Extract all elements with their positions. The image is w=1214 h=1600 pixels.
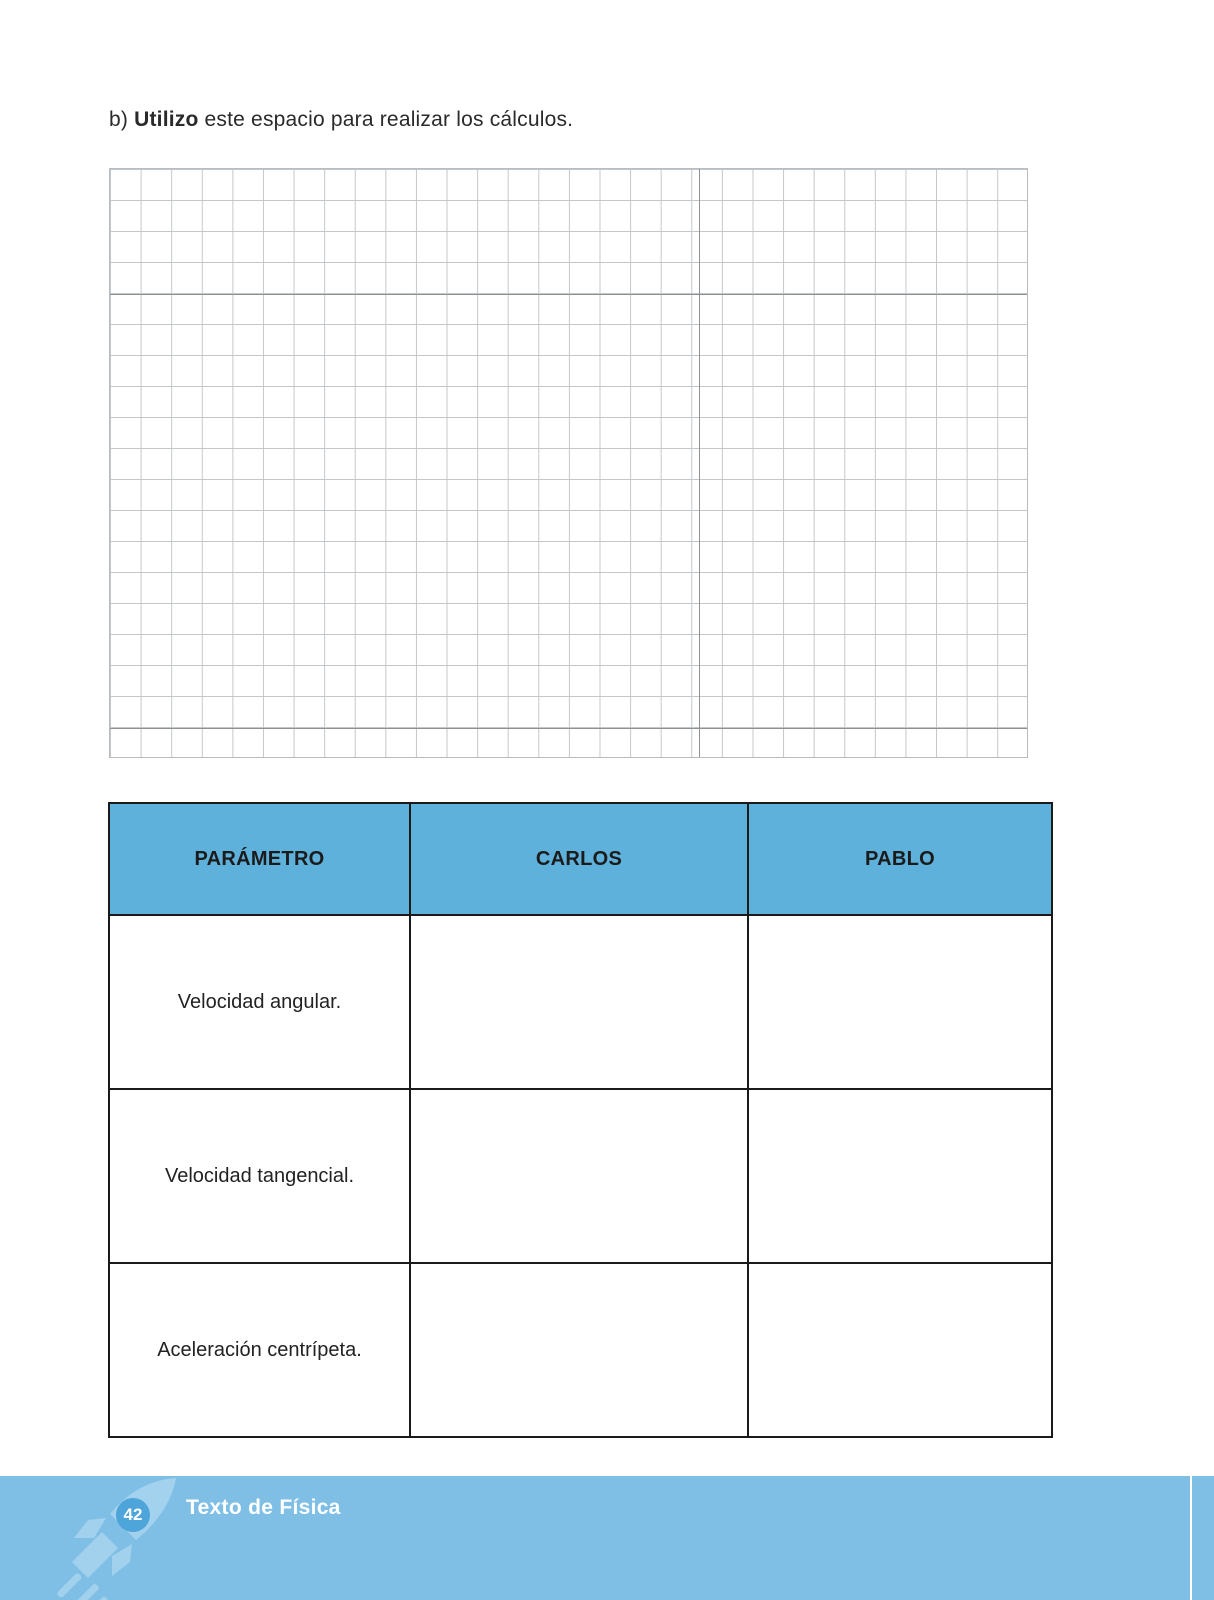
- instruction-prefix: b): [109, 108, 135, 131]
- grid-major-horizontal-line: [110, 728, 1027, 729]
- grid-major-vertical-line: [699, 169, 700, 757]
- header-pablo: PABLO: [748, 803, 1052, 915]
- row-label-velocidad-angular: Velocidad angular.: [109, 915, 410, 1089]
- instruction-rest: este espacio para realizar los cálculos.: [198, 108, 574, 131]
- book-title: Texto de Física: [186, 1496, 341, 1519]
- table-row: [109, 1263, 1052, 1437]
- header-parametro: PARÁMETRO: [109, 803, 410, 915]
- table-row: [109, 915, 1052, 1089]
- row-label-velocidad-tangencial: Velocidad tangencial.: [109, 1089, 410, 1263]
- cell-carlos-aceleracion-centripeta[interactable]: [410, 1263, 748, 1437]
- cell-carlos-velocidad-angular[interactable]: [410, 915, 748, 1089]
- page-number: 42: [116, 1498, 150, 1532]
- instruction-text: [109, 108, 573, 132]
- page-footer: [0, 1476, 1190, 1600]
- parameters-table: [108, 802, 1053, 1438]
- table-row: [109, 1089, 1052, 1263]
- instruction-bold-verb: Utilizo: [134, 108, 199, 131]
- cell-pablo-velocidad-angular[interactable]: [748, 915, 1052, 1089]
- row-label-aceleracion-centripeta: Aceleración centrípeta.: [109, 1263, 410, 1437]
- cell-pablo-velocidad-tangencial[interactable]: [748, 1089, 1052, 1263]
- header-carlos: CARLOS: [410, 803, 748, 915]
- table-header-row: [109, 803, 1052, 915]
- calculation-grid[interactable]: [109, 168, 1028, 758]
- rocket-icon: [48, 1476, 188, 1600]
- footer-edge-strip: [1192, 1476, 1214, 1600]
- cell-pablo-aceleracion-centripeta[interactable]: [748, 1263, 1052, 1437]
- grid-major-horizontal-line: [110, 294, 1027, 295]
- cell-carlos-velocidad-tangencial[interactable]: [410, 1089, 748, 1263]
